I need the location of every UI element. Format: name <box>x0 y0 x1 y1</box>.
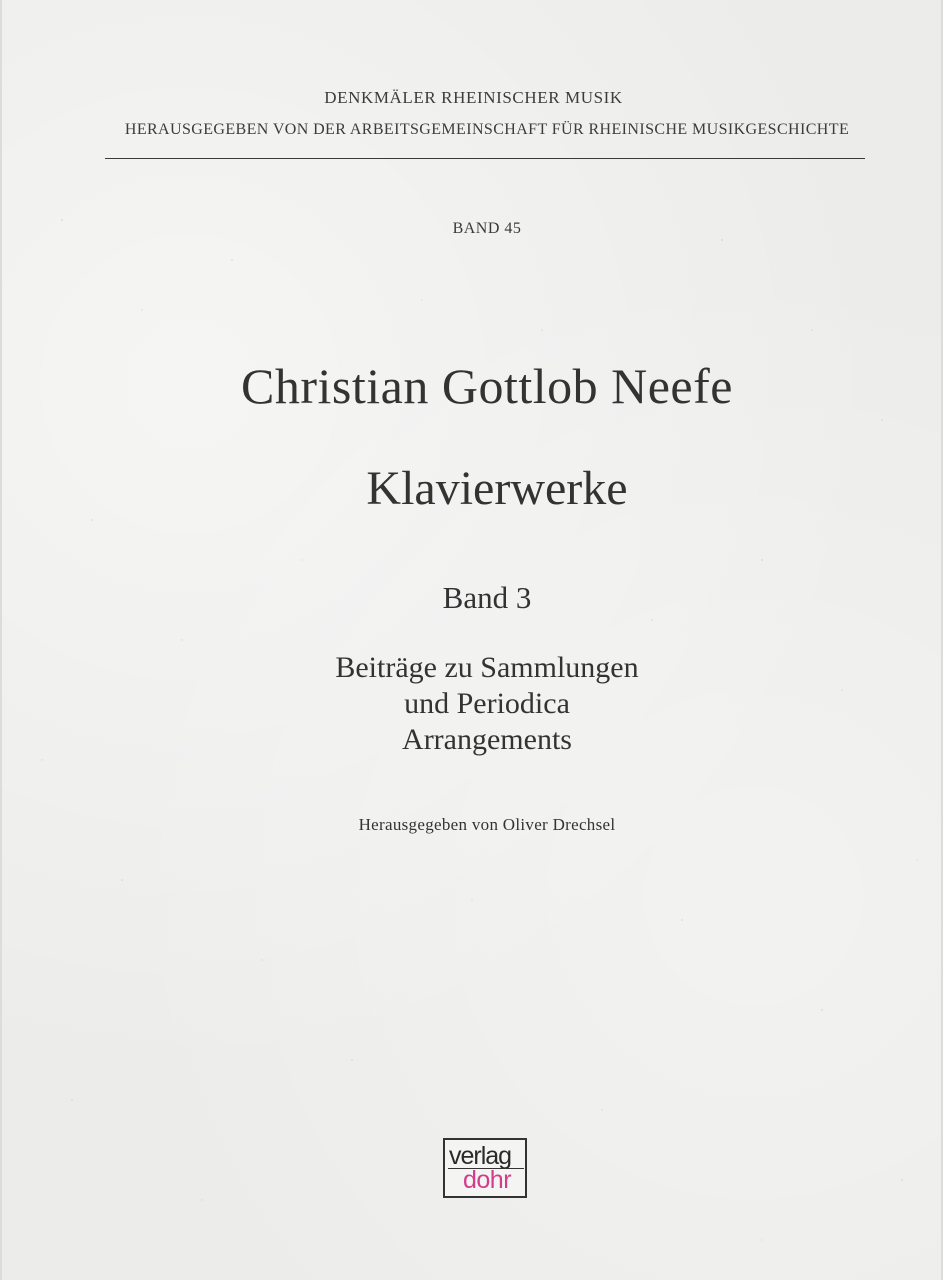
contents-line: und Periodica <box>404 687 570 720</box>
publisher-logo <box>443 1138 527 1198</box>
author-name: Christian Gottlob Neefe <box>241 358 733 414</box>
contents-line: Arrangements <box>402 723 572 756</box>
work-title: Klavierwerke <box>366 462 628 515</box>
logo-text-bottom: dohr <box>463 1166 512 1194</box>
series-publisher-line: HERAUSGEGEBEN VON DER ARBEITSGEMEINSCHAFT FÜR RHEINISCHE MUSIKGESCHICHTE <box>124 121 850 138</box>
band-number: Band 3 <box>442 580 532 615</box>
contents-line: Beiträge zu Sammlungen <box>335 651 639 684</box>
logo-text-top: verlag <box>449 1142 512 1170</box>
contents-description <box>2 650 943 758</box>
paper-texture <box>2 0 943 1280</box>
series-title: DENKMÄLER RHEINISCHER MUSIK <box>324 88 623 107</box>
editor-credit: Herausgegeben von Oliver Drechsel <box>358 815 616 834</box>
divider-rule <box>105 158 865 159</box>
series-volume: BAND 45 <box>452 220 522 237</box>
